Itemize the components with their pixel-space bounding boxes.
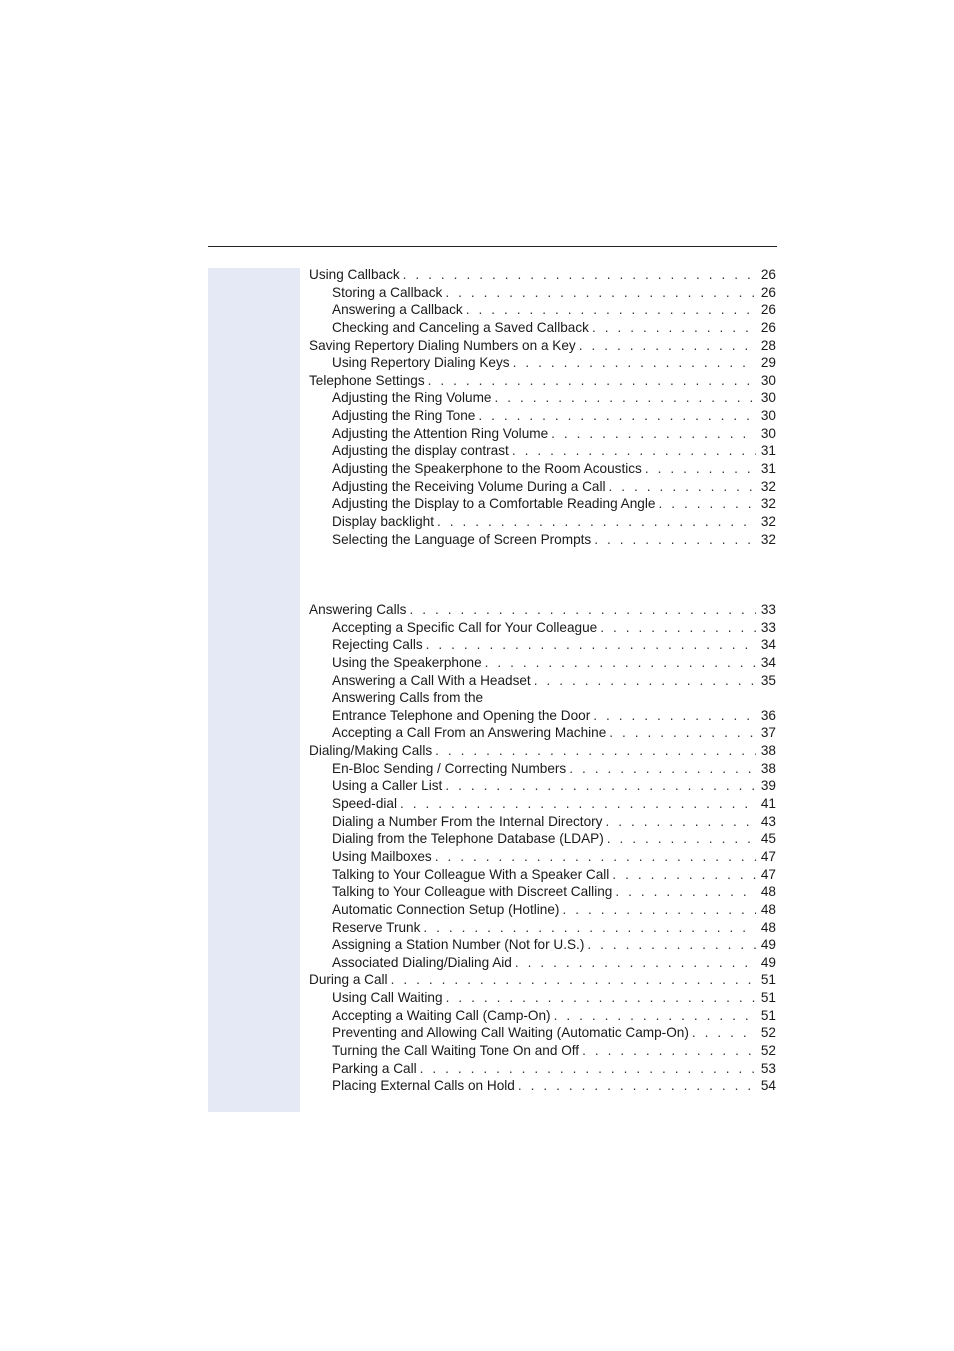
toc-entry-page: 30 xyxy=(760,372,776,388)
dot-leader xyxy=(579,337,756,355)
toc-entry-page: 38 xyxy=(760,743,776,759)
toc-entry-title: Using Mailboxes xyxy=(332,848,432,864)
toc-entry-title: Selecting the Language of Screen Prompts xyxy=(332,531,592,547)
toc-entry[interactable] xyxy=(309,742,776,760)
toc-entry-title: Using a Caller List xyxy=(332,778,443,794)
dot-leader xyxy=(615,883,756,901)
toc-entry-title: Answering Calls xyxy=(309,602,407,617)
dot-leader xyxy=(420,1060,756,1078)
toc-entry-page: 49 xyxy=(760,954,776,970)
header-rule xyxy=(208,246,777,247)
toc-entry[interactable] xyxy=(309,319,776,337)
toc-entry-page: 51 xyxy=(760,1007,776,1023)
toc-entry-page: 37 xyxy=(760,725,776,741)
toc-entry-page: 47 xyxy=(760,848,776,864)
toc-entry[interactable] xyxy=(309,813,776,831)
toc-entry[interactable] xyxy=(309,284,776,302)
toc-entry-title: Answering a Call With a Headset xyxy=(332,672,531,688)
toc-entry[interactable] xyxy=(309,795,776,813)
toc-entry-title: Adjusting the Speakerphone to the Room Acoustics xyxy=(332,461,642,477)
dot-leader xyxy=(403,266,756,284)
toc-entry-page: 32 xyxy=(760,513,776,529)
toc-entry-page: 39 xyxy=(760,778,776,794)
toc-entry-page: 53 xyxy=(760,1060,776,1076)
toc-entry-page: 26 xyxy=(760,267,776,282)
toc-entry[interactable] xyxy=(309,601,776,619)
toc-section-2 xyxy=(309,601,776,1095)
dot-leader xyxy=(551,425,756,443)
toc-entry[interactable] xyxy=(309,531,776,549)
dot-leader xyxy=(435,742,756,760)
toc-entry-title: Adjusting the Receiving Volume During a Call xyxy=(332,478,606,494)
dot-leader xyxy=(518,1077,756,1095)
toc-entry[interactable] xyxy=(309,689,776,707)
dot-leader xyxy=(437,513,756,531)
toc-entry-title: Telephone Settings xyxy=(309,372,425,388)
dot-leader xyxy=(692,1024,756,1042)
dot-leader xyxy=(592,319,756,337)
toc-entry-title: Adjusting the Ring Tone xyxy=(332,408,476,424)
toc-entry-title: Rejecting Calls xyxy=(332,637,423,653)
toc-entry[interactable] xyxy=(309,478,776,496)
toc-entry[interactable] xyxy=(309,1042,776,1060)
toc-entry[interactable] xyxy=(309,495,776,513)
dot-leader xyxy=(513,354,756,372)
dot-leader xyxy=(562,901,756,919)
toc-entry-page: 31 xyxy=(760,461,776,477)
toc-entry[interactable] xyxy=(309,266,776,284)
dot-leader xyxy=(645,460,756,478)
toc-entry-page: 38 xyxy=(760,760,776,776)
dot-leader xyxy=(594,531,756,549)
toc-entry-page: 26 xyxy=(760,319,776,335)
toc-entry-title: Answering a Callback xyxy=(332,302,463,318)
dot-leader xyxy=(478,407,756,425)
toc-entry-title: Answering Calls from the xyxy=(332,690,484,706)
dot-leader xyxy=(600,619,756,637)
toc-entry-title: Talking to Your Colleague with Discreet Calling xyxy=(332,884,613,900)
toc-entry[interactable] xyxy=(309,460,776,478)
dot-leader xyxy=(658,495,756,513)
toc-entry-page: 33 xyxy=(760,619,776,635)
toc-entry-page: 28 xyxy=(760,337,776,353)
toc-entry-page: 26 xyxy=(760,284,776,300)
dot-leader xyxy=(391,971,756,989)
toc-entry-title: Using Repertory Dialing Keys xyxy=(332,355,510,371)
toc-entry-page: 33 xyxy=(760,602,776,617)
toc-entry-title: Storing a Callback xyxy=(332,284,443,300)
dot-leader xyxy=(612,866,756,884)
toc-entry[interactable] xyxy=(309,707,776,725)
toc-entry[interactable] xyxy=(309,407,776,425)
toc-entry[interactable] xyxy=(309,372,776,390)
toc-entry-title: Turning the Call Waiting Tone On and Off xyxy=(332,1043,580,1059)
toc-entry-title: Using Call Waiting xyxy=(332,990,443,1006)
dot-leader xyxy=(609,478,756,496)
dot-leader xyxy=(446,989,756,1007)
toc-entry-title: Reserve Trunk xyxy=(332,919,421,935)
toc-entry-title: Adjusting the display contrast xyxy=(332,443,509,459)
dot-leader xyxy=(485,654,756,672)
toc-entry-title: Display backlight xyxy=(332,513,434,529)
toc-entry[interactable] xyxy=(309,425,776,443)
toc-entry[interactable] xyxy=(309,848,776,866)
toc-entry[interactable] xyxy=(309,866,776,884)
side-margin-panel xyxy=(208,268,300,1112)
toc-entry-title: Adjusting the Display to a Comfortable Reading Angle xyxy=(332,496,656,512)
toc-entry[interactable] xyxy=(309,1060,776,1078)
toc-entry-page: 32 xyxy=(760,531,776,547)
dot-leader xyxy=(494,389,756,407)
toc-entry-page: 45 xyxy=(760,831,776,847)
toc-entry[interactable] xyxy=(309,971,776,989)
toc-entry-title: Automatic Connection Setup (Hotline) xyxy=(332,901,560,917)
toc-entry-page: 32 xyxy=(760,478,776,494)
toc-entry-page: 29 xyxy=(760,355,776,371)
dot-leader xyxy=(569,760,756,778)
toc-entry-title: Adjusting the Attention Ring Volume xyxy=(332,425,549,441)
toc-entry[interactable] xyxy=(309,724,776,742)
dot-leader xyxy=(534,672,756,690)
dot-leader xyxy=(609,724,756,742)
dot-leader xyxy=(466,301,756,319)
toc-entry-page: 36 xyxy=(760,707,776,723)
toc-entry-page: 52 xyxy=(760,1025,776,1041)
toc-entry-title: Associated Dialing/Dialing Aid xyxy=(332,954,512,970)
toc-entry-page: 31 xyxy=(760,443,776,459)
toc-entry[interactable] xyxy=(309,513,776,531)
dot-leader xyxy=(435,848,756,866)
toc-entry[interactable] xyxy=(309,1077,776,1095)
dot-leader xyxy=(554,1007,756,1025)
toc-entry[interactable] xyxy=(309,901,776,919)
toc-entry-page: 30 xyxy=(760,408,776,424)
toc-entry[interactable] xyxy=(309,354,776,372)
toc-entry-page: 34 xyxy=(760,654,776,670)
toc-entry-page: 51 xyxy=(760,990,776,1006)
toc-entry[interactable] xyxy=(309,830,776,848)
dot-leader xyxy=(605,813,756,831)
toc-entry-page: 43 xyxy=(760,813,776,829)
toc-entry-title: En-Bloc Sending / Correcting Numbers xyxy=(332,760,567,776)
dot-leader xyxy=(515,954,756,972)
toc-entry-title: Adjusting the Ring Volume xyxy=(332,390,492,406)
toc-entry-title: Assigning a Station Number (Not for U.S.) xyxy=(332,937,585,953)
toc-entry-page: 52 xyxy=(760,1043,776,1059)
toc-entry[interactable] xyxy=(309,936,776,954)
dot-leader xyxy=(426,636,756,654)
dot-leader xyxy=(409,601,756,619)
toc-entry-page: 30 xyxy=(760,390,776,406)
toc-entry-page: 49 xyxy=(760,937,776,953)
toc-entry-title: Accepting a Call From an Answering Machine xyxy=(332,725,607,741)
dot-leader xyxy=(512,442,756,460)
toc-entry[interactable] xyxy=(309,654,776,672)
toc-entry[interactable] xyxy=(309,883,776,901)
toc-entry-title: During a Call xyxy=(309,972,388,988)
toc-entry-title: Accepting a Specific Call for Your Colleague xyxy=(332,619,598,635)
toc-entry[interactable] xyxy=(309,672,776,690)
dot-leader xyxy=(587,936,756,954)
dot-leader xyxy=(400,795,756,813)
toc-entry-page: 34 xyxy=(760,637,776,653)
dot-leader xyxy=(607,830,756,848)
dot-leader xyxy=(428,372,756,390)
toc-entry-page: 48 xyxy=(760,884,776,900)
toc-entry-title: Using Callback xyxy=(309,267,400,282)
toc-entry[interactable] xyxy=(309,1007,776,1025)
toc-entry-title: Saving Repertory Dialing Numbers on a Key xyxy=(309,337,576,353)
toc-entry[interactable] xyxy=(309,760,776,778)
dot-leader xyxy=(593,707,756,725)
toc-entry[interactable] xyxy=(309,636,776,654)
toc-entry-title: Placing External Calls on Hold xyxy=(332,1078,515,1094)
toc-section-1 xyxy=(309,266,776,548)
dot-leader xyxy=(445,777,756,795)
toc-entry-title: Talking to Your Colleague With a Speaker Call xyxy=(332,866,610,882)
toc-entry[interactable] xyxy=(309,619,776,637)
toc-entry-page: 54 xyxy=(760,1078,776,1094)
toc-entry-title: Accepting a Waiting Call (Camp-On) xyxy=(332,1007,551,1023)
toc-entry-title: Dialing/Making Calls xyxy=(309,743,433,759)
toc-entry-title: Entrance Telephone and Opening the Door xyxy=(332,707,591,723)
toc-entry-title: Parking a Call xyxy=(332,1060,417,1076)
toc-entry-title: Dialing from the Telephone Database (LDAP) xyxy=(332,831,604,847)
toc-entry[interactable] xyxy=(309,1024,776,1042)
toc-entry[interactable] xyxy=(309,389,776,407)
toc-entry-title: Using the Speakerphone xyxy=(332,654,482,670)
toc-entry[interactable] xyxy=(309,954,776,972)
toc-entry[interactable] xyxy=(309,777,776,795)
toc-entry-page: 47 xyxy=(760,866,776,882)
toc-entry-title: Speed-dial xyxy=(332,796,397,812)
toc-entry[interactable] xyxy=(309,337,776,355)
toc-entry-page: 30 xyxy=(760,425,776,441)
toc-entry-page: 32 xyxy=(760,496,776,512)
toc-entry-page: 51 xyxy=(760,972,776,988)
dot-leader xyxy=(582,1042,756,1060)
toc-entry-title: Dialing a Number From the Internal Directory xyxy=(332,813,603,829)
toc-entry-page: 41 xyxy=(760,796,776,812)
toc-entry-title: Preventing and Allowing Call Waiting (Automatic Camp-On) xyxy=(332,1025,689,1041)
toc-entry-page: 48 xyxy=(760,901,776,917)
toc-entry[interactable] xyxy=(309,919,776,937)
dot-leader xyxy=(445,284,756,302)
toc-entry-page: 48 xyxy=(760,919,776,935)
toc-entry[interactable] xyxy=(309,301,776,319)
toc-entry[interactable] xyxy=(309,989,776,1007)
toc-entry[interactable] xyxy=(309,442,776,460)
toc-entry-title: Checking and Canceling a Saved Callback xyxy=(332,319,589,335)
toc-entry-page: 35 xyxy=(760,672,776,688)
dot-leader xyxy=(423,919,756,937)
toc-entry-page: 26 xyxy=(760,302,776,318)
